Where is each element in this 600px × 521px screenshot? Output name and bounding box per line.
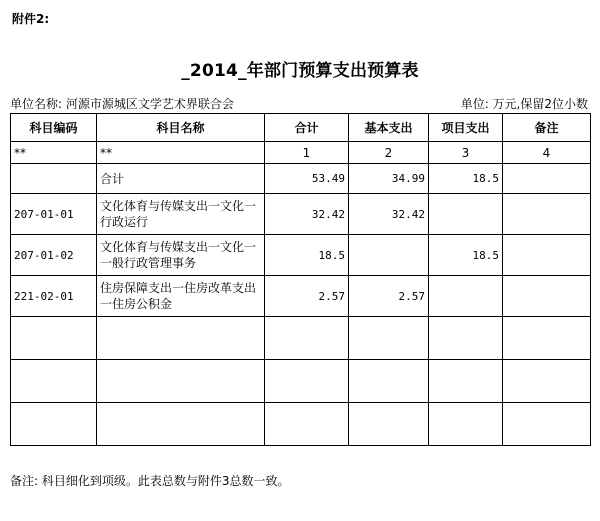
empty-row bbox=[11, 317, 591, 360]
basic-cell bbox=[349, 235, 429, 276]
header-row bbox=[11, 114, 591, 142]
empty-cell bbox=[429, 403, 503, 446]
total-cell: 32.42 bbox=[265, 194, 349, 235]
index-cell: 3 bbox=[429, 142, 503, 164]
header-basic: 基本支出 bbox=[349, 114, 429, 142]
project-cell bbox=[429, 194, 503, 235]
basic-cell: 34.99 bbox=[349, 164, 429, 194]
empty-row bbox=[11, 403, 591, 446]
empty-row bbox=[11, 360, 591, 403]
empty-cell bbox=[11, 403, 97, 446]
header-remark: 备注 bbox=[503, 114, 591, 142]
table-row bbox=[11, 276, 591, 317]
footnote: 备注: 科目细化到项级。此表总数与附件3总数一致。 bbox=[10, 474, 290, 488]
unit-note: 单位: 万元,保留2位小数 bbox=[460, 97, 588, 111]
empty-cell bbox=[429, 360, 503, 403]
header-total: 合计 bbox=[265, 114, 349, 142]
remark-cell bbox=[503, 235, 591, 276]
empty-cell bbox=[503, 317, 591, 360]
basic-cell: 32.42 bbox=[349, 194, 429, 235]
remark-cell bbox=[503, 276, 591, 317]
empty-cell bbox=[11, 317, 97, 360]
code-cell: 207-01-01 bbox=[11, 194, 97, 235]
index-cell: ** bbox=[97, 142, 265, 164]
empty-cell bbox=[265, 360, 349, 403]
header-name: 科目名称 bbox=[97, 114, 265, 142]
project-cell bbox=[429, 276, 503, 317]
empty-cell bbox=[265, 403, 349, 446]
total-row bbox=[11, 164, 591, 194]
empty-cell bbox=[349, 403, 429, 446]
code-cell bbox=[11, 164, 97, 194]
index-cell: 4 bbox=[503, 142, 591, 164]
name-cell: 住房保障支出一住房改革支出一住房公积金 bbox=[97, 276, 265, 317]
total-cell: 2.57 bbox=[265, 276, 349, 317]
attachment-label: 附件2: bbox=[12, 12, 50, 26]
index-row bbox=[11, 142, 591, 164]
budget-table bbox=[10, 113, 591, 446]
empty-cell bbox=[97, 317, 265, 360]
table-row bbox=[11, 235, 591, 276]
empty-cell bbox=[265, 317, 349, 360]
total-cell: 53.49 bbox=[265, 164, 349, 194]
name-cell: 文化体育与传媒支出一文化一一般行政管理事务 bbox=[97, 235, 265, 276]
code-cell: 221-02-01 bbox=[11, 276, 97, 317]
empty-cell bbox=[349, 317, 429, 360]
code-cell: 207-01-02 bbox=[11, 235, 97, 276]
project-cell: 18.5 bbox=[429, 164, 503, 194]
unit-name: 单位名称: 河源市源城区文学艺术界联合会 bbox=[10, 97, 234, 111]
index-cell: 2 bbox=[349, 142, 429, 164]
empty-cell bbox=[429, 317, 503, 360]
table-row bbox=[11, 194, 591, 235]
empty-cell bbox=[503, 360, 591, 403]
total-cell: 18.5 bbox=[265, 235, 349, 276]
header-code: 科目编码 bbox=[11, 114, 97, 142]
page-title: _2014_年部门预算支出预算表 bbox=[181, 61, 419, 81]
remark-cell bbox=[503, 194, 591, 235]
name-cell: 文化体育与传媒支出一文化一行政运行 bbox=[97, 194, 265, 235]
header-project: 项目支出 bbox=[429, 114, 503, 142]
empty-cell bbox=[97, 360, 265, 403]
index-cell: ** bbox=[11, 142, 97, 164]
empty-cell bbox=[503, 403, 591, 446]
empty-cell bbox=[97, 403, 265, 446]
name-cell: 合计 bbox=[97, 164, 265, 194]
empty-cell bbox=[349, 360, 429, 403]
index-cell: 1 bbox=[265, 142, 349, 164]
project-cell: 18.5 bbox=[429, 235, 503, 276]
empty-cell bbox=[11, 360, 97, 403]
remark-cell bbox=[503, 164, 591, 194]
basic-cell: 2.57 bbox=[349, 276, 429, 317]
